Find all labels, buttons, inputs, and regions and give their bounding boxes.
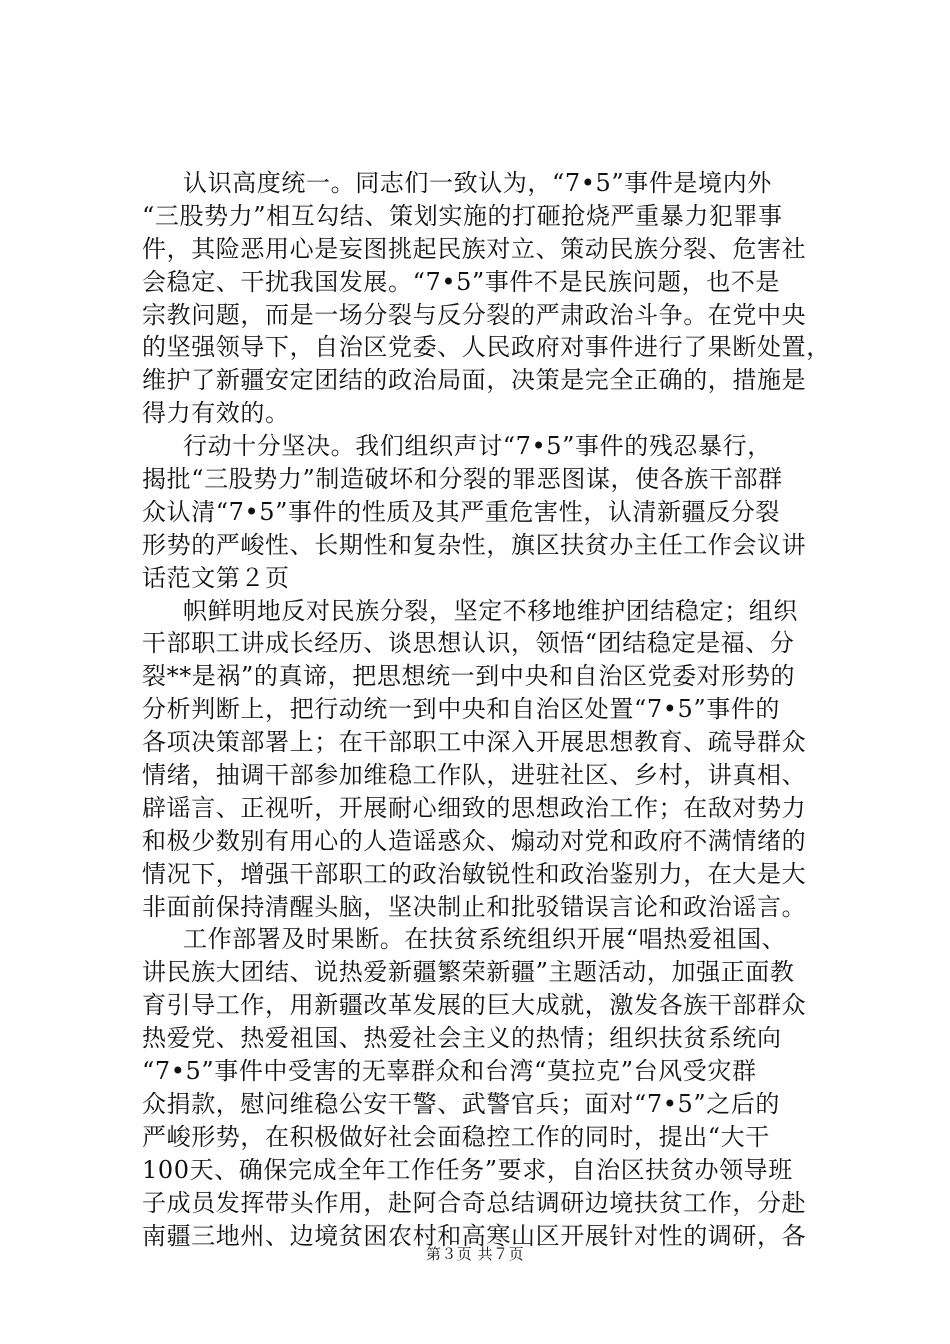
text-line: 各项决策部署上；在干部职工中深入开展思想教育、疏导群众 [142,728,807,757]
text-line: 形势的严峻性、长期性和复杂性，旗区扶贫办主任工作会议讲 [142,530,807,559]
text-line: 严峻形势，在积极做好社会面稳控工作的同时，提出“大干 [142,1122,770,1151]
text-line: 认识高度统一。同志们一致认为，“7•5”事件是境内外 [183,169,772,197]
text-line: 会稳定、干扰我国发展。“7•5”事件不是民族问题，也不是 [142,267,781,296]
text-line: 工作部署及时果断。在扶贫系统组织开展“唱热爱祖国、 [183,925,787,954]
text-line: 的坚强领导下，自治区党委、人民政府对事件进行了果断处置， [142,333,831,362]
text-line: 宗教问题，而是一场分裂与反分裂的严肃政治斗争。在党中央 [142,300,807,329]
text-line: 裂**是祸”的真谛，把思想统一到中央和自治区党委对形势的 [142,662,796,691]
document-body [142,167,832,1252]
text-line: 行动十分坚决。我们组织声讨“7•5”事件的残忍暴行， [183,432,772,461]
text-line: 得力有效的。 [142,399,290,428]
text-line: 100天、确保完成全年工作任务”要求，自治区扶贫办领导班 [142,1155,793,1184]
text-line: 众认清“7•5”事件的性质及其严重危害性，认清新疆反分裂 [142,497,781,526]
text-line: 育引导工作，用新疆改革发展的巨大成就，激发各族干部群众 [142,991,807,1020]
page-footer: 第３页 共７页 [425,1245,525,1263]
text-line: 子成员发挥带头作用，赴阿合奇总结调研边境扶贫工作，分赴 [142,1188,807,1217]
text-line: 情况下，增强干部职工的政治敏锐性和政治鉴别力，在大是大 [142,859,807,888]
text-line: 讲民族大团结、说热爱新疆繁荣新疆”主题活动，加强正面教 [142,958,795,987]
text-line: 和极少数别有用心的人造谣惑众、煽动对党和政府不满情绪的 [142,826,807,855]
text-line: 件，其险恶用心是妄图挑起民族对立、策动民族分裂、危害社 [142,234,807,263]
text-line: 南疆三地州、边境贫困农村和高寒山区开展针对性的调研，各 [142,1221,807,1250]
text-line: 话范文第２页 [142,563,290,592]
text-line: “7•5”事件中受害的无辜群众和台湾“莫拉克”台风受灾群 [142,1057,757,1086]
text-line: 揭批“三股势力”制造破坏和分裂的罪恶图谋，使各族干部群 [142,465,783,494]
text-line: 分析判断上，把行动统一到中央和自治区处置“7•5”事件的 [142,695,781,724]
text-line: 维护了新疆安定团结的政治局面，决策是完全正确的，措施是 [142,366,807,395]
text-line: 热爱党、热爱祖国、热爱社会主义的热情；组织扶贫系统向 [142,1024,782,1053]
text-line: 非面前保持清醒头脑，坚决制止和批驳错误言论和政治谣言。 [142,892,807,921]
text-line: “三股势力”相互勾结、策划实施的打砸抢烧严重暴力犯罪事 [142,201,783,230]
text-line: 辟谣言、正视听，开展耐心细致的思想政治工作；在敌对势力 [142,793,807,822]
text-line: 情绪，抽调干部参加维稳工作队，进驻社区、乡村，讲真相、 [142,761,807,790]
text-line: 干部职工讲成长经历、谈思想认识，领悟“团结稳定是福、分 [142,629,795,658]
text-line: 帜鲜明地反对民族分裂，坚定不移地维护团结稳定；组织 [183,596,798,625]
text-line: 众捐款，慰问维稳公安干警、武警官兵；面对“7•5”之后的 [142,1089,781,1118]
